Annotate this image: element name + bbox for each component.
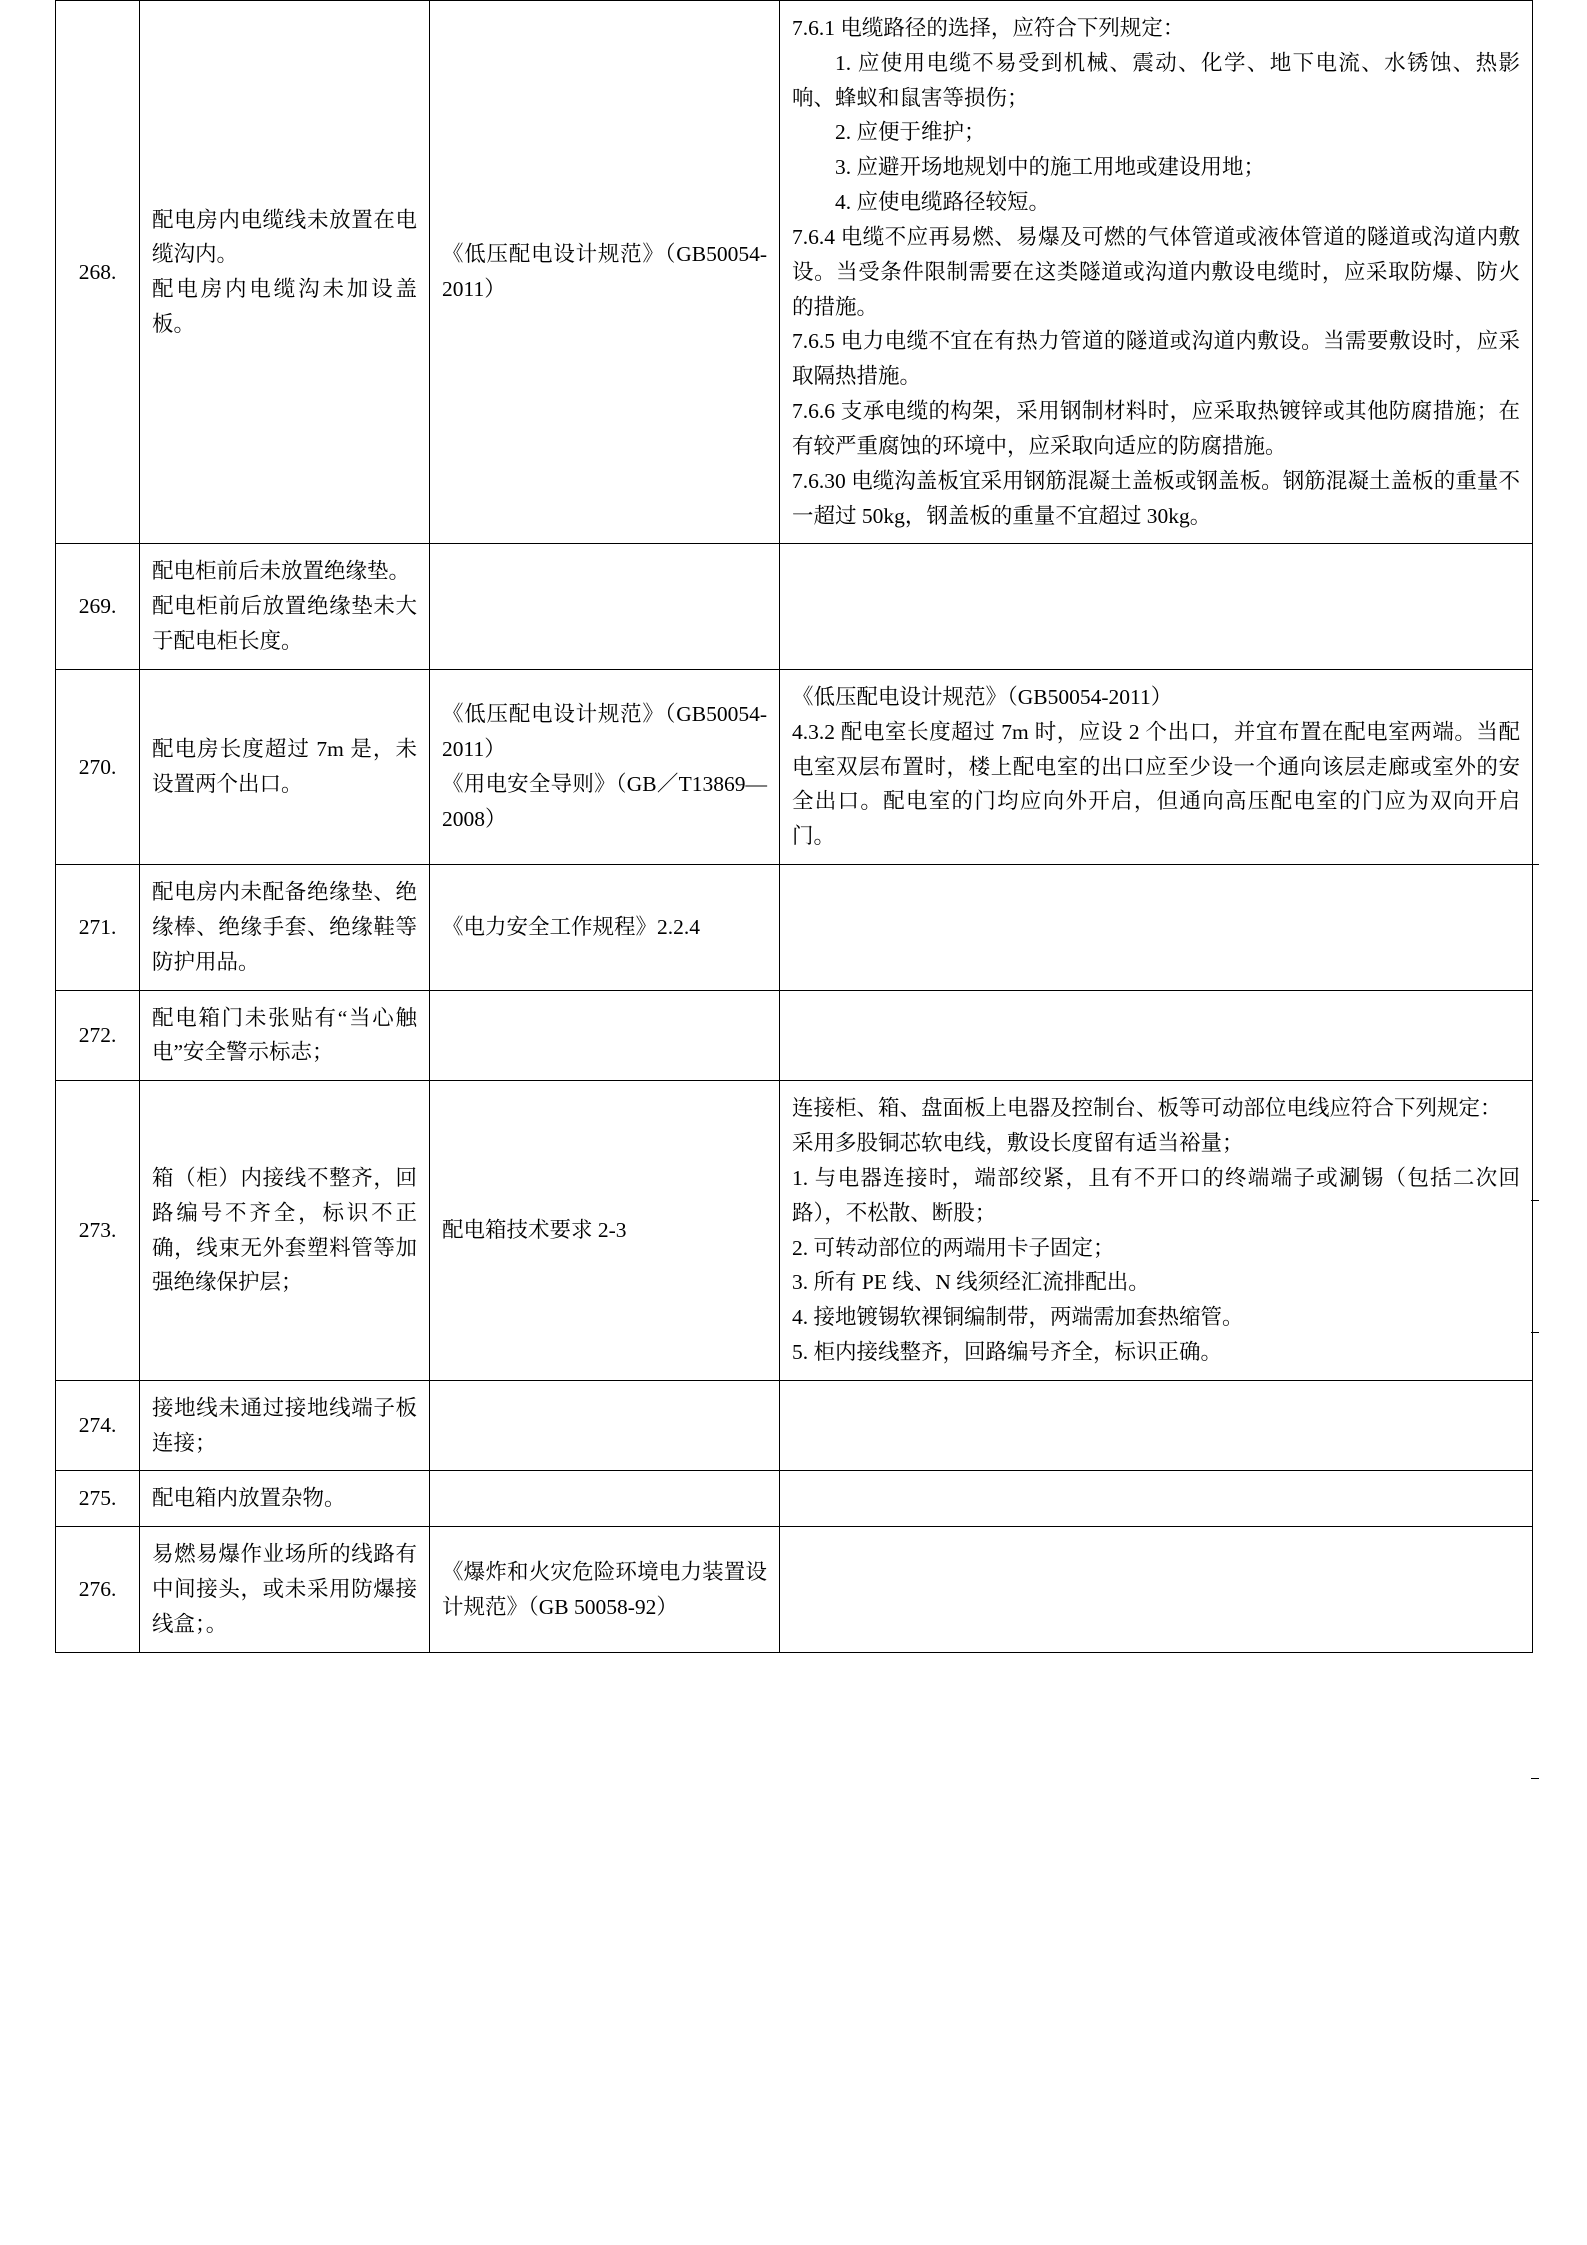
row-description bbox=[780, 865, 1533, 990]
row-number: 271. bbox=[56, 865, 140, 990]
item-line: 配电柜前后未放置绝缘垫。 bbox=[152, 559, 411, 584]
desc-line: 5. 柜内接线整齐，回路编号齐全，标识正确。 bbox=[792, 1339, 1223, 1364]
page-edge-mark bbox=[1531, 1332, 1539, 1333]
item-line: 配电箱内放置杂物。 bbox=[152, 1486, 346, 1511]
row-standard bbox=[430, 544, 780, 669]
row-standard bbox=[430, 1081, 780, 1381]
row-item bbox=[140, 865, 430, 990]
row-item bbox=[140, 669, 430, 864]
row-standard bbox=[430, 1471, 780, 1527]
item-line: 配电柜前后放置绝缘垫未大于配电柜长度。 bbox=[152, 594, 417, 654]
desc-line: 1. 与电器连接时，端部绞紧，且有不开口的终端端子或涮锡（包括二次回路），不松散、断股； bbox=[792, 1165, 1520, 1225]
row-item bbox=[140, 1527, 430, 1652]
item-line: 配电箱门未张贴有“当心触电”安全警示标志； bbox=[152, 1005, 417, 1065]
desc-line: 2. 应便于维护； bbox=[835, 120, 986, 145]
row-number: 273. bbox=[56, 1081, 140, 1381]
row-item bbox=[140, 1, 430, 544]
row-standard bbox=[430, 865, 780, 990]
row-standard bbox=[430, 1380, 780, 1471]
page-edge-mark bbox=[1531, 864, 1539, 865]
table-row bbox=[56, 1471, 1533, 1527]
desc-line: 连接柜、箱、盘面板上电器及控制台、板等可动部位电线应符合下列规定： bbox=[792, 1096, 1502, 1121]
row-number: 269. bbox=[56, 544, 140, 669]
desc-line: 4. 应使电缆路径较短。 bbox=[835, 190, 1051, 215]
table-row bbox=[56, 1380, 1533, 1471]
row-item bbox=[140, 990, 430, 1081]
inspection-items-table bbox=[55, 0, 1533, 1653]
row-standard bbox=[430, 1527, 780, 1652]
row-description bbox=[780, 544, 1533, 669]
table-row bbox=[56, 1527, 1533, 1652]
desc-line: 采用多股铜芯软电线，敷设长度留有适当裕量； bbox=[792, 1131, 1244, 1156]
row-description bbox=[780, 1081, 1533, 1381]
table-row bbox=[56, 865, 1533, 990]
table-row bbox=[56, 990, 1533, 1081]
row-item bbox=[140, 1471, 430, 1527]
item-line: 接地线未通过接地线端子板连接； bbox=[152, 1395, 417, 1455]
item-line: 配电房内电缆沟未加设盖板。 bbox=[152, 277, 417, 337]
row-number: 270. bbox=[56, 669, 140, 864]
standard-line: 《爆炸和火灾危险环境电力装置设计规范》（GB 50058-92） bbox=[442, 1559, 767, 1619]
table-row bbox=[56, 669, 1533, 864]
row-item bbox=[140, 1081, 430, 1381]
page-edge-mark bbox=[1531, 1778, 1539, 1779]
desc-line: 7.6.5 电力电缆不宜在有热力管道的隧道或沟道内敷设。当需要敷设时，应采取隔热措施。 bbox=[792, 329, 1520, 389]
standard-line: 《低压配电设计规范》（GB50054-2011） bbox=[442, 702, 767, 762]
standard-line: 《低压配电设计规范》（GB50054-2011） bbox=[442, 242, 767, 302]
desc-line: 2. 可转动部位的两端用卡子固定； bbox=[792, 1235, 1115, 1260]
desc-line: 7.6.6 支承电缆的构架，采用钢制材料时，应采取热镀锌或其他防腐措施；在有较严重腐蚀的环境中，应采取向适应的防腐措施。 bbox=[792, 399, 1520, 458]
standard-line: 《用电安全导则》（GB／T13869—2008） bbox=[442, 771, 767, 831]
desc-line: 《低压配电设计规范》（GB50054-2011） bbox=[792, 684, 1173, 709]
item-line: 易燃易爆作业场所的线路有中间接头，或未采用防爆接线盒；。 bbox=[152, 1542, 417, 1636]
desc-line: 1. 应使用电缆不易受到机械、震动、化学、地下电流、水锈蚀、热影响、蜂蚁和鼠害等损伤； bbox=[792, 50, 1520, 110]
row-description bbox=[780, 1527, 1533, 1652]
row-number: 276. bbox=[56, 1527, 140, 1652]
standard-line: 配电箱技术要求 2-3 bbox=[442, 1218, 627, 1243]
desc-line: 4. 接地镀锡软裸铜编制带，两端需加套热缩管。 bbox=[792, 1305, 1244, 1330]
row-description bbox=[780, 1, 1533, 544]
table-row bbox=[56, 1081, 1533, 1381]
desc-line: 3. 所有 PE 线、N 线须经汇流排配出。 bbox=[792, 1270, 1150, 1295]
row-description bbox=[780, 990, 1533, 1081]
row-number: 274. bbox=[56, 1380, 140, 1471]
row-number: 272. bbox=[56, 990, 140, 1081]
item-line: 箱（柜）内接线不整齐，回路编号不齐全，标识不正确，线束无外套塑料管等加强绝缘保护层； bbox=[152, 1165, 417, 1295]
table-row bbox=[56, 1, 1533, 544]
desc-line: 7.6.4 电缆不应再易燃、易爆及可燃的气体管道或液体管道的隧道或沟道内敷设。当受条件限制需要在这类隧道或沟道内敷设电缆时，应采取防爆、防火的措施。 bbox=[792, 224, 1520, 319]
row-standard bbox=[430, 669, 780, 864]
row-item bbox=[140, 1380, 430, 1471]
row-description bbox=[780, 669, 1533, 864]
table-row bbox=[56, 544, 1533, 669]
item-line: 配电房长度超过 7m 是，未设置两个出口。 bbox=[152, 737, 417, 796]
item-line: 配电房内未配备绝缘垫、绝缘棒、绝缘手套、绝缘鞋等防护用品。 bbox=[152, 880, 417, 974]
row-standard bbox=[430, 990, 780, 1081]
table-body bbox=[56, 1, 1533, 1653]
row-number: 275. bbox=[56, 1471, 140, 1527]
row-standard bbox=[430, 1, 780, 544]
desc-line: 7.6.30 电缆沟盖板宜采用钢筋混凝土盖板或钢盖板。钢筋混凝土盖板的重量不一超过 50kg，钢盖板的重量不宜超过 30kg。 bbox=[792, 468, 1520, 528]
desc-line: 3. 应避开场地规划中的施工用地或建设用地； bbox=[835, 155, 1266, 180]
row-item bbox=[140, 544, 430, 669]
page-edge-mark bbox=[1531, 1200, 1539, 1201]
desc-line: 7.6.1 电缆路径的选择，应符合下列规定： bbox=[792, 16, 1185, 40]
row-description bbox=[780, 1471, 1533, 1527]
row-description bbox=[780, 1380, 1533, 1471]
desc-line: 4.3.2 配电室长度超过 7m 时，应设 2 个出口，并宜布置在配电室两端。当配电室双层布置时，楼上配电室的出口应至少设一个通向该层走廊或室外的安全出口。配电室的门均应向外开启，但通向高压配电室的门应为双向开启门。 bbox=[792, 719, 1520, 849]
standard-line: 《电力安全工作规程》2.2.4 bbox=[442, 914, 701, 939]
row-number: 268. bbox=[56, 1, 140, 544]
item-line: 配电房内电缆线未放置在电缆沟内。 bbox=[152, 207, 417, 267]
